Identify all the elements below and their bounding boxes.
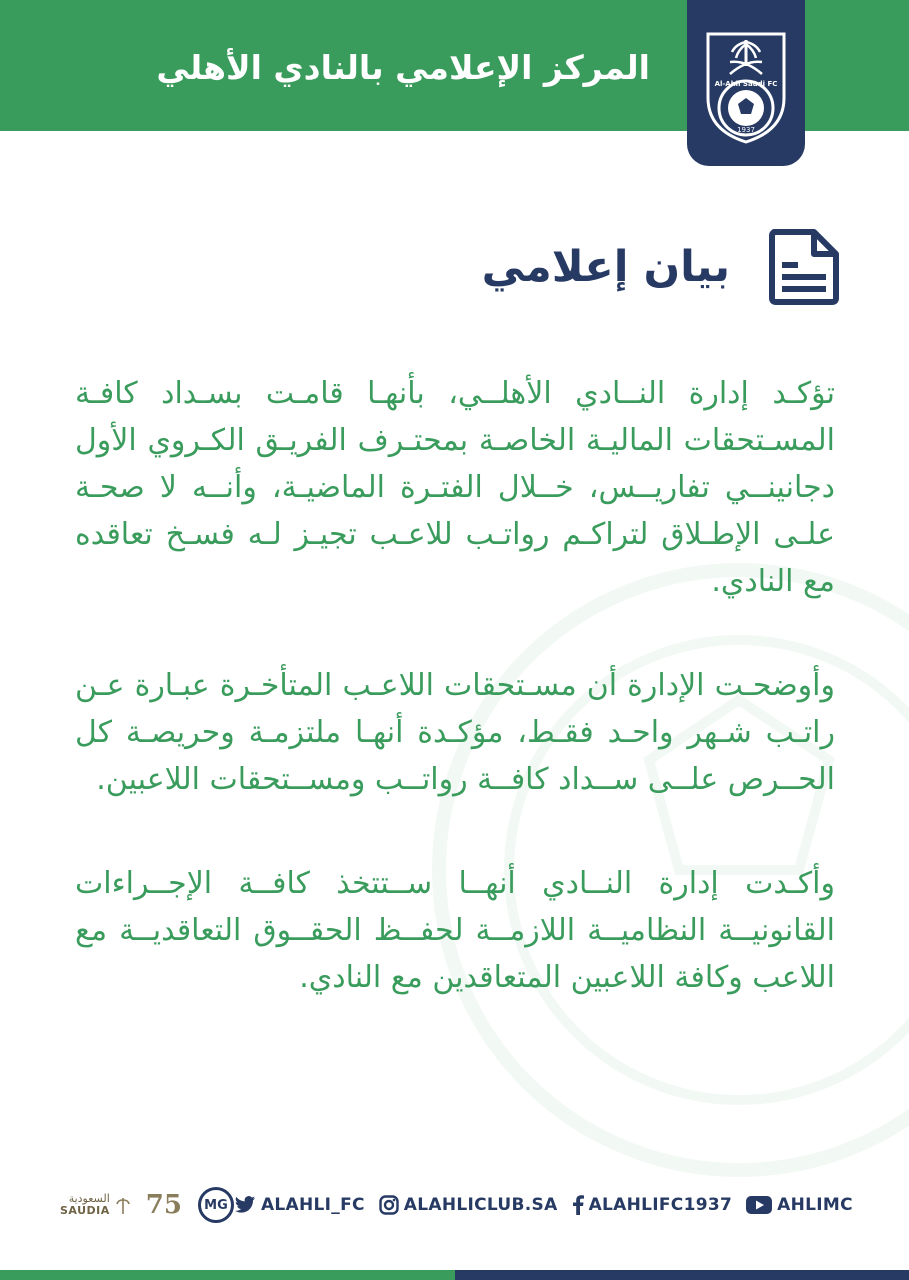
youtube-icon [746, 1196, 772, 1214]
social-twitter[interactable] [234, 1195, 365, 1215]
bottom-bar-green [0, 1270, 455, 1280]
statement-body [75, 370, 835, 1058]
instagram-handle: ALAHLICLUB.SA [403, 1195, 558, 1215]
saudia-arabic: السعودية [68, 1192, 110, 1205]
social-youtube[interactable] [746, 1195, 853, 1215]
statement-paragraph-1: تؤكـد إدارة النــادي الأهلــي، بأنهـا قامـت بسـداد كافـة المسـتحقات الماليـة الخاصـة بمحتـرف الفريـق الكـروي الأول دجانينــي تفاريــس، خــلال الفتـرة الماضيـة، وأنــه لا صحـة علـى الإطـلاق لتراكـم رواتـب للاعـب تجيـز لـه فسـخ تعاقده مع النادي. [75, 376, 835, 599]
crest-tab [687, 0, 805, 166]
saudia-logo [60, 1193, 130, 1217]
instagram-icon [379, 1195, 399, 1215]
social-facebook[interactable] [572, 1195, 733, 1215]
statement-paragraph-2: وأوضحـت الإدارة أن مسـتحقات اللاعـب المتأخـرة عبـارة عـن راتـب شـهر واحـد فقـط، مؤكـدة أنهـا ملتزمـة وحريصـة كل الحــرص علــى ســداد كافــة رواتــب ومســتحقات اللاعبين. [75, 668, 835, 797]
bottom-bar-navy [455, 1270, 909, 1280]
anniversary-75-logo: 75 [145, 1190, 182, 1220]
crest-year: 1937 [737, 126, 755, 134]
mg-logo-text: MG [204, 1197, 228, 1213]
social-instagram[interactable] [379, 1195, 558, 1215]
twitter-handle: ALAHLI_FC [260, 1195, 365, 1215]
club-crest-icon [704, 26, 788, 144]
social-links [234, 1195, 853, 1215]
mg-logo [198, 1187, 234, 1223]
sponsor-logos [60, 1187, 234, 1223]
footer [60, 1183, 853, 1227]
statement-heading [480, 228, 842, 308]
facebook-icon [572, 1195, 584, 1215]
saudia-english: SAUDIA [60, 1204, 110, 1217]
saudia-palm-icon [116, 1194, 130, 1216]
header-title: المركز الإعلامي بالنادي الأهلي [156, 48, 650, 87]
statement-title: بيان إعلامي [481, 242, 730, 292]
facebook-handle: ALAHLIFC1937 [588, 1195, 733, 1215]
statement-paragraph-3: وأكـدت إدارة النــادي أنهــا ســتتخذ كافــة الإجــراءات القانونيــة النظاميــة اللازمــة لحفــظ الحقــوق التعاقديــة مع اللاعب وكافة اللاعبين المتعاقدين مع النادي. [75, 866, 835, 995]
document-icon [766, 228, 842, 306]
youtube-handle: AHLIMC [777, 1195, 853, 1215]
crest-text: Al-Ahli Saudi FC [714, 80, 778, 88]
twitter-icon [234, 1195, 256, 1215]
